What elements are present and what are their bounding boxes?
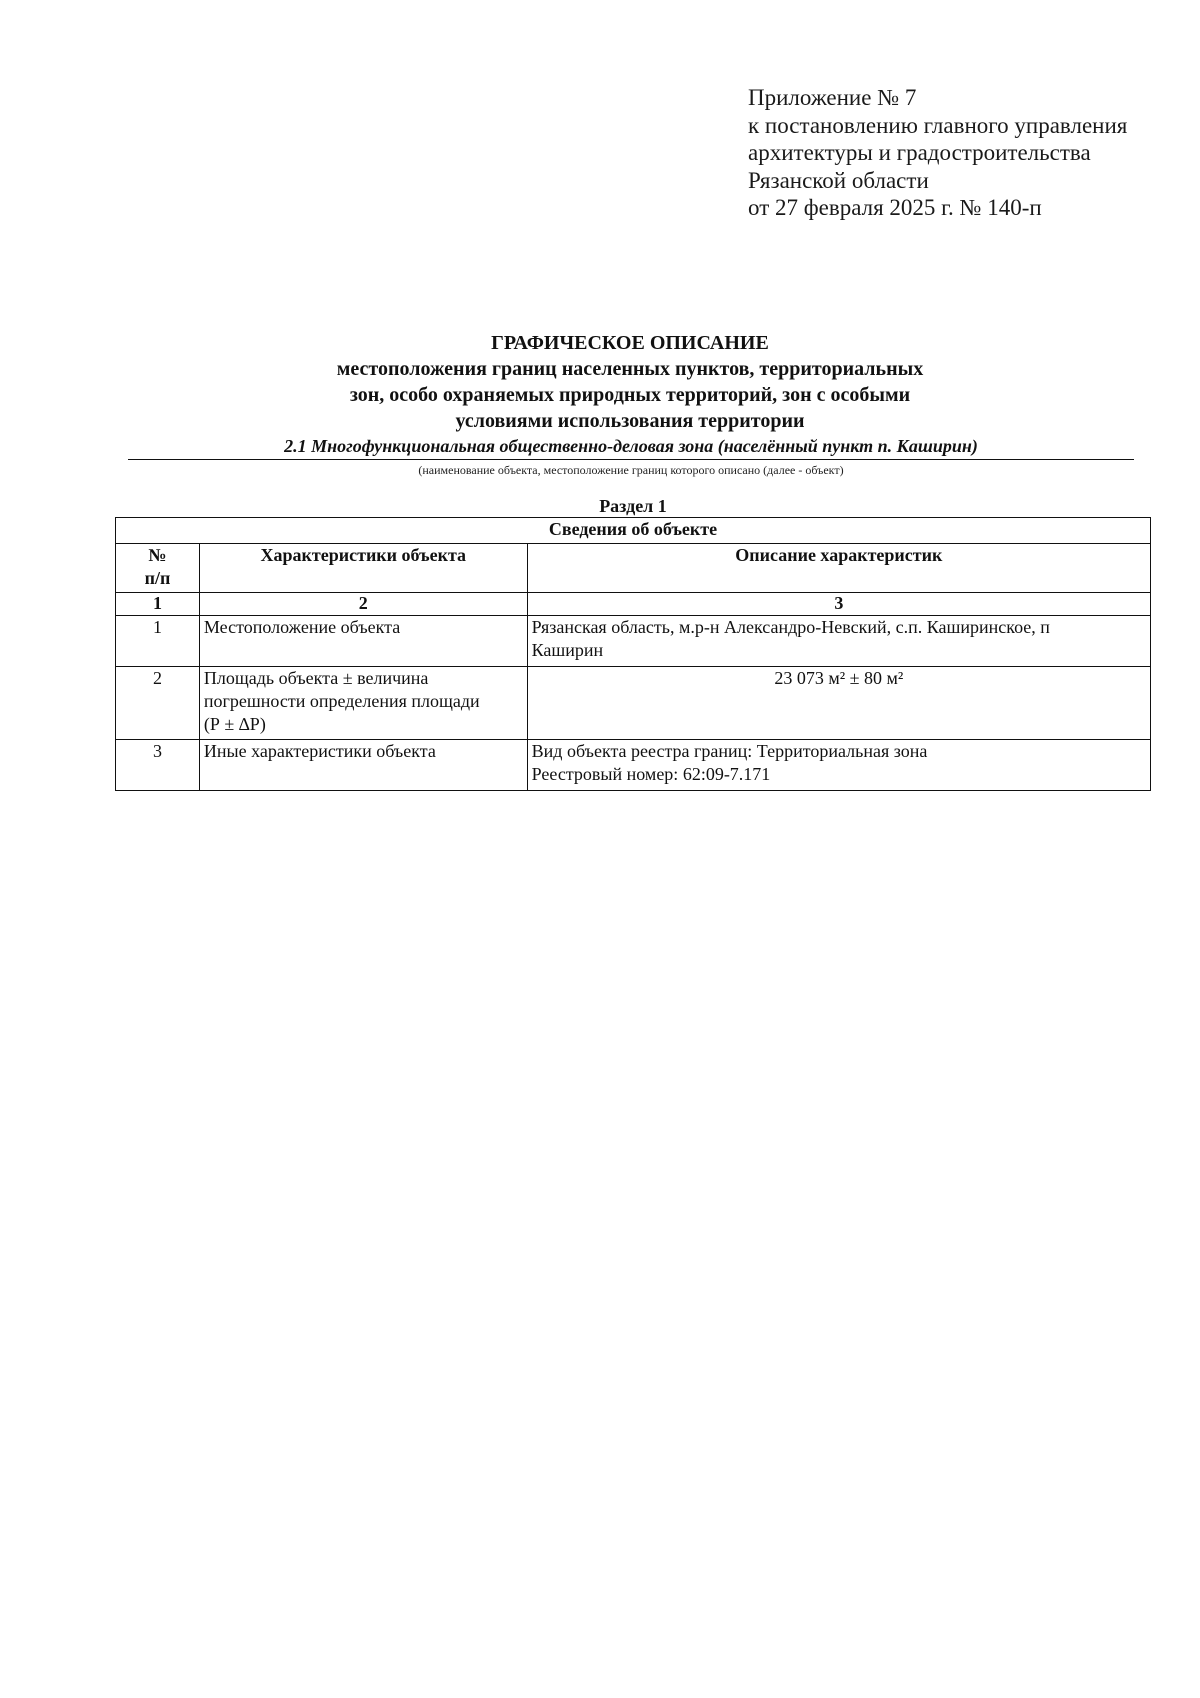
row-value bbox=[527, 740, 1150, 791]
row-characteristic bbox=[199, 667, 527, 740]
header-characteristics: Характеристики объекта bbox=[199, 544, 527, 593]
row-value-text-line-1: Рязанская область, м.р-н Александро-Невский, с.п. Каширинское, п bbox=[531, 617, 1050, 637]
document-title bbox=[120, 330, 1140, 434]
appendix-date-line: от 27 февраля 2025 г. № 140-п bbox=[748, 195, 1042, 220]
row-characteristic-text-line-1: Площадь объекта ± величина bbox=[203, 668, 429, 688]
header-description: Описание характеристик bbox=[527, 544, 1150, 593]
header-number-line-1: № bbox=[148, 545, 167, 565]
row-characteristic-text-line-2: погрешности определения площади bbox=[203, 691, 480, 711]
title-main: ГРАФИЧЕСКОЕ ОПИСАНИЕ bbox=[491, 332, 769, 354]
row-characteristic bbox=[199, 740, 527, 791]
table-row bbox=[116, 616, 1151, 667]
column-number-row bbox=[116, 593, 1151, 616]
table-row bbox=[116, 667, 1151, 740]
title-subtitle-line-2: зон, особо охраняемых природных территорий, зон с особыми bbox=[349, 384, 911, 406]
table-row bbox=[116, 740, 1151, 791]
row-characteristic bbox=[199, 616, 527, 667]
object-name-caption: (наименование объекта, местоположение границ которого описано (далее - объект) bbox=[418, 463, 844, 477]
column-number-1: 1 bbox=[116, 593, 200, 616]
row-value bbox=[527, 616, 1150, 667]
object-info-table bbox=[115, 517, 1151, 791]
row-characteristic-text: Местоположение объекта bbox=[203, 617, 401, 637]
appendix-header bbox=[748, 84, 1168, 222]
row-number: 2 bbox=[116, 667, 200, 740]
table-header-row bbox=[116, 544, 1151, 593]
appendix-authority-line: архитектуры и градостроительства bbox=[748, 140, 1091, 165]
appendix-region-line: Рязанской области bbox=[748, 167, 929, 193]
object-name: 2.1 Многофункциональная общественно-деловая зона (населённый пункт п. Каширин) bbox=[128, 434, 1134, 460]
appendix-number: Приложение № 7 bbox=[748, 85, 917, 110]
row-number: 3 bbox=[116, 740, 200, 791]
row-characteristic-text: Иные характеристики объекта bbox=[203, 741, 436, 761]
row-value-text: 23 073 м² ± 80 м² bbox=[774, 668, 904, 688]
table-caption-row bbox=[116, 518, 1151, 544]
row-characteristic-text-line-3: (Р ± ∆Р) bbox=[203, 714, 266, 734]
appendix-resolution-line: к постановлению главного управления bbox=[748, 112, 1128, 138]
column-number-3: 3 bbox=[527, 593, 1150, 616]
title-subtitle-line-3: условиями использования территории bbox=[455, 410, 805, 432]
table-caption: Сведения об объекте bbox=[116, 518, 1151, 544]
column-number-2: 2 bbox=[199, 593, 527, 616]
header-number bbox=[116, 544, 200, 593]
row-value-text-line-2: Каширин bbox=[531, 640, 604, 660]
row-value-text-line-1: Вид объекта реестра границ: Территориальная зона bbox=[531, 741, 928, 761]
row-value-text-line-2: Реестровый номер: 62:09-7.171 bbox=[531, 764, 771, 784]
title-subtitle-line-1: местоположения границ населенных пунктов, территориальных bbox=[336, 358, 924, 380]
section-title: Раздел 1 bbox=[599, 496, 667, 516]
row-value bbox=[527, 667, 1150, 740]
row-number: 1 bbox=[116, 616, 200, 667]
header-number-line-2: п/п bbox=[144, 568, 171, 588]
